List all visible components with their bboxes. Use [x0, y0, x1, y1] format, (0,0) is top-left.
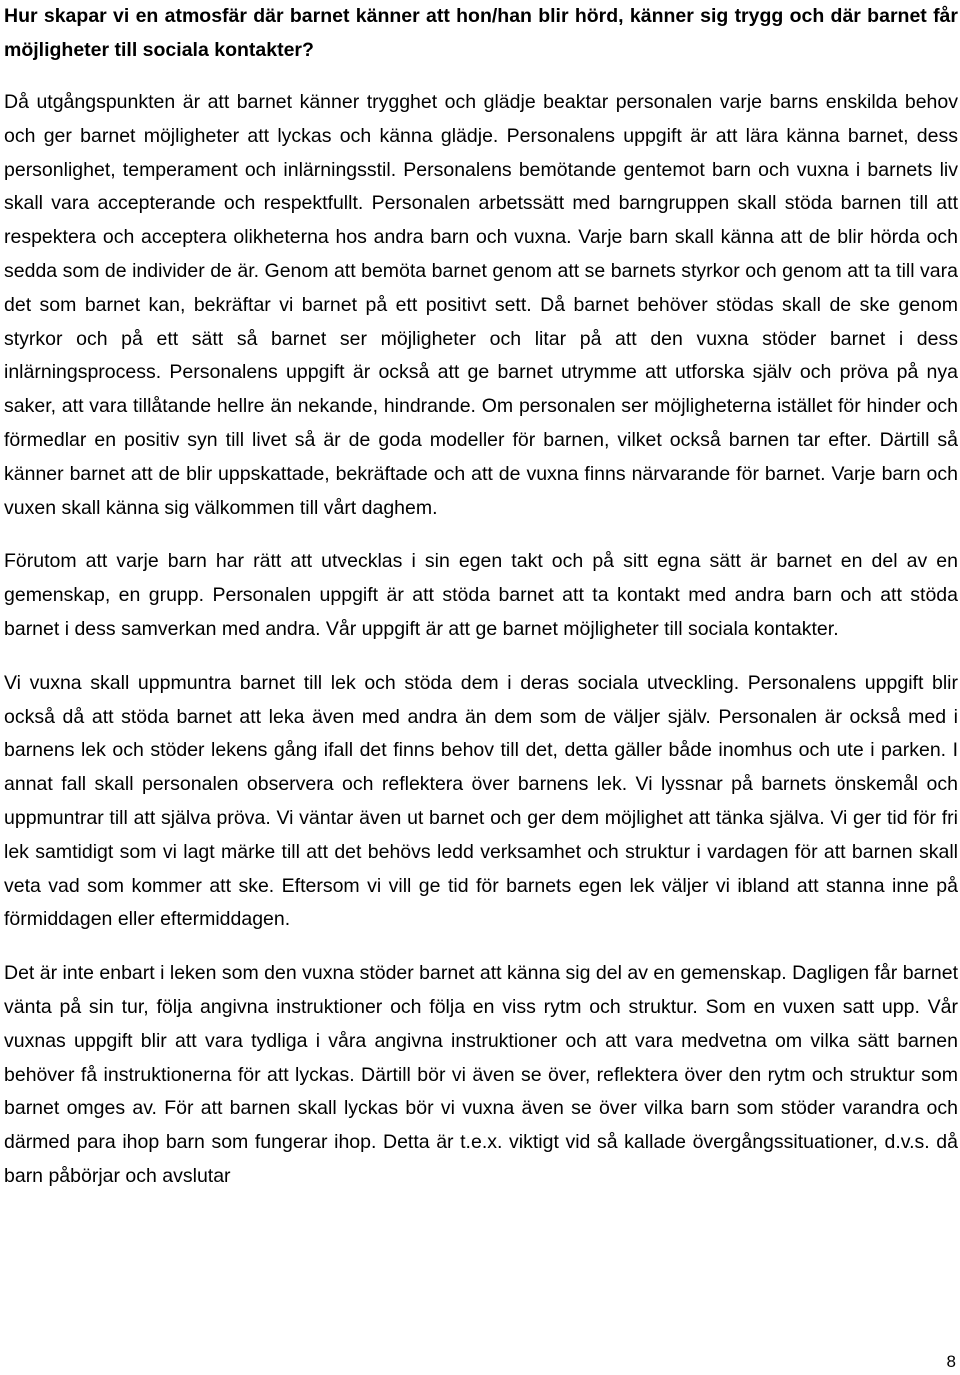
- paragraph-2: Förutom att varje barn har rätt att utvecklas i sin egen takt och på sitt egna sätt är barnet en del av en gemenskap, en grupp. Personalen uppgift är att stöda barnet att ta kontakt med andra barn och att stöda barnet i dess samverkan med andra. Vår uppgift är att ge barnet möjligheter till sociala kontakter.: [4, 550, 958, 640]
- page-number: 8: [946, 1352, 956, 1371]
- paragraph-1: Då utgångspunkten är att barnet känner trygghet och glädje beaktar personalen varje barns enskilda behov och ger barnet möjligheter att lyckas och känna glädje. Personalens uppgift är att lära känna barnet, dess personlighet, temperament och inlärningsstil. Personalens bemötande gentemot barn och vuxna i barnets liv skall vara accepterande och respektfullt. Personalen arbetssätt med barngruppen skall stöda barnen till att respektera och acceptera olikheterna hos andra barn och vuxna. Varje barn skall känna att de blir hörda och sedda som de individer de är. Genom att bemöta barnet genom att se barnets styrkor och genom att ta till vara det som barnet kan, bekräftar vi barnet på ett positivt sett. Då barnet behöver stödas skall de ske genom styrkor och på ett sätt så barnet ser möjligheter och litar på att den vuxna stöder barnet i dess inlärningsprocess. Personalens uppgift är också att ge barnet utrymme att utforska själv och pröva på nya saker, att vara tillåtande hellre än nekande, hindrande. Om personalen ser möjligheterna istället för hinder och förmedlar en positiv syn till livet så är de goda modeller för barnen, vilket också barnen tar efter. Därtill så känner barnet att de blir uppskattade, bekräftade och att de vuxna finns närvarande för barnet. Varje barn och vuxen skall känna sig välkommen till vårt daghem.: [4, 91, 958, 519]
- paragraph-4: Det är inte enbart i leken som den vuxna stöder barnet att känna sig del av en gemenskap. Dagligen får barnet vänta på sin tur, följa angivna instruktioner och följa en viss rytm och struktur. Som en vuxen satt upp. Vår vuxnas uppgift blir att vara tydliga i våra angivna instruktioner och att vara medvetna om vilka sätt barnen behöver få instruktionerna för att lyckas. Därtill bör vi även se över, reflektera över den rytm och struktur som barnet omges av. För att barnen skall lyckas bör vi vuxna även se över vilka barn som stöder varandra och därmed para ihop barn som fungerar ihop. Detta är t.e.x. viktigt vid så kallade övergångssituationer, d.v.s. då barn påbörjar och avslutar: [4, 962, 958, 1187]
- paragraph-3: Vi vuxna skall uppmuntra barnet till lek och stöda dem i deras sociala utveckling. Personalens uppgift blir också då att stöda barnet att leka även med andra än dem som de väljer själv. Personalen är också med i barnens lek och stöder lekens gång ifall det finns behov till det, detta gäller både inomhus och ute i parken. I annat fall skall personalen observera och reflektera över barnens lek. Vi lyssnar på barnets önskemål och uppmuntrar till att själva pröva. Vi väntar även ut barnet och ger dem möjlighet att tänka själva. Vi ger tid för fri lek samtidigt som vi lagt märke till att det behövs ledd verksamhet och struktur i vardagen för att barnen skall veta vad som kommer att ske. Eftersom vi vill ge tid för barnets egen lek väljer vi ibland att stanna inne på förmiddagen eller eftermiddagen.: [4, 671, 958, 931]
- document-page: [4, 0, 958, 1194]
- section-heading: Hur skapar vi en atmosfär där barnet känner att hon/han blir hörd, känner sig trygg och där barnet får möjligheter till sociala kontakter?: [4, 5, 958, 61]
